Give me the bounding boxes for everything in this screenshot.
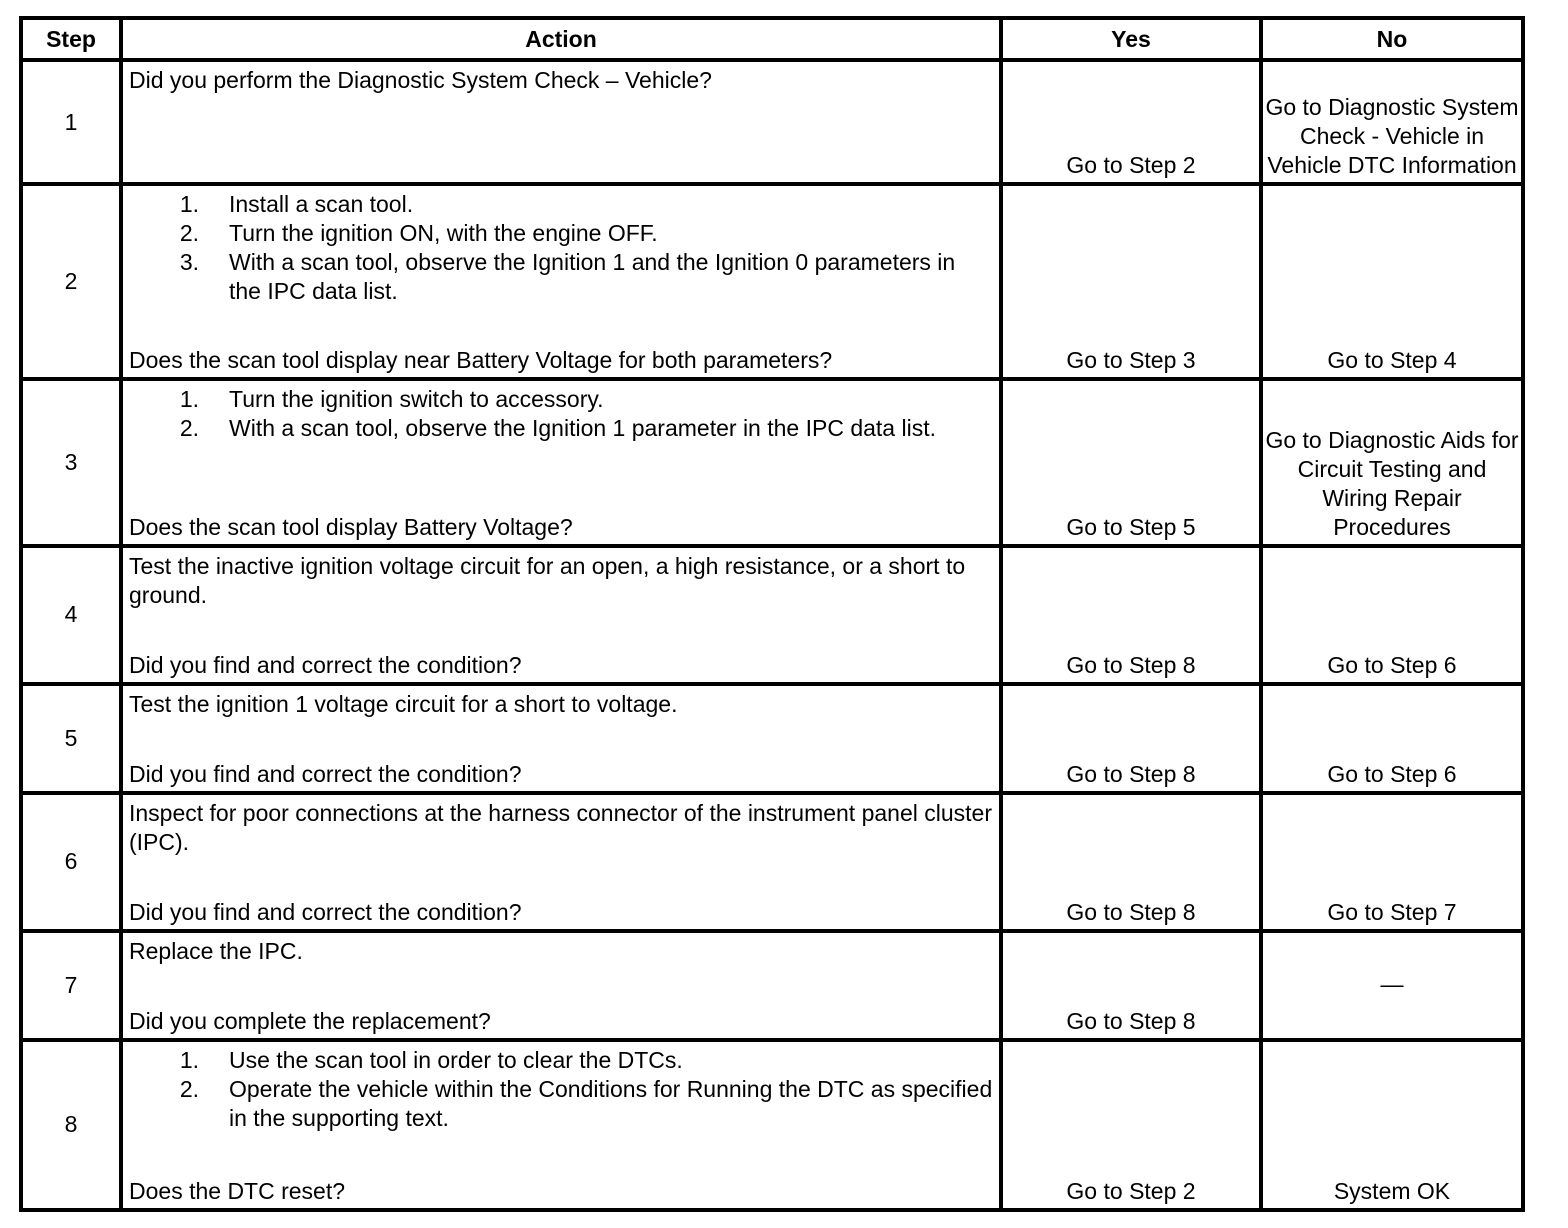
no-cell: Go to Diagnostic Aids for Circuit Testing and Wiring Repair Procedures	[1261, 379, 1523, 546]
list-number: 1.	[179, 386, 199, 413]
no-cell: Go to Diagnostic System Check - Vehicle in Vehicle DTC Information	[1261, 60, 1523, 184]
action-question: Did you find and correct the condition?	[129, 898, 522, 925]
no-cell: Go to Step 6	[1261, 546, 1523, 683]
list-number: 1.	[179, 191, 199, 218]
action-intro: Did you perform the Diagnostic System Check – Vehicle?	[129, 67, 712, 93]
yes-cell: Go to Step 2	[1001, 60, 1261, 184]
step-number: 1	[21, 60, 121, 184]
list-number: 2.	[179, 415, 199, 442]
action-cell	[121, 684, 1001, 793]
table-row	[21, 60, 1523, 184]
action-question: Did you find and correct the condition?	[129, 651, 522, 678]
table-row	[21, 546, 1523, 683]
action-cell	[121, 931, 1001, 1040]
list-item	[129, 248, 993, 306]
list-number: 3.	[179, 249, 199, 276]
diagnostic-table	[19, 16, 1525, 1212]
no-cell: System OK	[1261, 1040, 1523, 1210]
action-cell	[121, 379, 1001, 546]
action-cell	[121, 793, 1001, 931]
yes-cell: Go to Step 2	[1001, 1040, 1261, 1210]
table-row	[21, 379, 1523, 546]
yes-cell: Go to Step 5	[1001, 379, 1261, 546]
table-row	[21, 1040, 1523, 1210]
step-number: 3	[21, 379, 121, 546]
step-number: 4	[21, 546, 121, 683]
step-number: 5	[21, 684, 121, 793]
list-text: With a scan tool, observe the Ignition 1 and the Ignition 0 parameters in the IPC data list.	[229, 249, 956, 305]
header-no: No	[1261, 18, 1523, 60]
yes-cell: Go to Step 8	[1001, 684, 1261, 793]
list-text: Turn the ignition ON, with the engine OFF.	[229, 220, 658, 247]
action-question: Does the scan tool display near Battery Voltage for both parameters?	[129, 347, 833, 374]
list-number: 1.	[179, 1046, 199, 1073]
no-cell: —	[1261, 931, 1523, 1040]
yes-cell: Go to Step 3	[1001, 184, 1261, 379]
step-number: 7	[21, 931, 121, 1040]
list-text: Operate the vehicle within the Conditions for Running the DTC as specified in the supporting text.	[229, 1075, 993, 1131]
action-intro: Replace the IPC.	[129, 937, 303, 964]
list-text: Use the scan tool in order to clear the DTCs.	[229, 1046, 683, 1073]
action-question: Did you find and correct the condition?	[129, 760, 522, 787]
action-question: Does the DTC reset?	[129, 1178, 346, 1204]
list-item	[129, 1075, 993, 1133]
step-number: 2	[21, 184, 121, 379]
header-row	[21, 18, 1523, 60]
list-number: 2.	[179, 1075, 199, 1102]
list-item	[129, 385, 993, 414]
list-text: With a scan tool, observe the Ignition 1 parameter in the IPC data list.	[229, 415, 936, 442]
list-item	[129, 190, 993, 219]
yes-cell: Go to Step 8	[1001, 931, 1261, 1040]
action-cell	[121, 60, 1001, 184]
step-number: 8	[21, 1040, 121, 1210]
list-item	[129, 1046, 993, 1075]
header-step: Step	[21, 18, 121, 60]
table-row	[21, 684, 1523, 793]
table-row	[21, 931, 1523, 1040]
action-intro: Inspect for poor connections at the harness connector of the instrument panel cluster (IPC).	[129, 799, 992, 855]
action-list	[129, 190, 993, 306]
yes-cell: Go to Step 8	[1001, 546, 1261, 683]
no-cell: Go to Step 7	[1261, 793, 1523, 931]
action-question: Did you complete the replacement?	[129, 1007, 491, 1034]
action-intro: Test the ignition 1 voltage circuit for a short to voltage.	[129, 690, 678, 717]
action-question: Does the scan tool display Battery Voltage?	[129, 514, 573, 541]
yes-cell: Go to Step 8	[1001, 793, 1261, 931]
list-item	[129, 219, 993, 248]
list-item	[129, 414, 993, 443]
no-cell: Go to Step 6	[1261, 684, 1523, 793]
action-cell	[121, 546, 1001, 683]
list-text: Install a scan tool.	[229, 191, 414, 218]
action-list	[129, 385, 993, 443]
action-list	[129, 1046, 993, 1133]
table-row	[21, 184, 1523, 379]
action-cell	[121, 1040, 1001, 1210]
action-intro: Test the inactive ignition voltage circuit for an open, a high resistance, or a short to ground.	[129, 553, 966, 609]
list-text: Turn the ignition switch to accessory.	[229, 386, 604, 413]
list-number: 2.	[179, 220, 199, 247]
no-cell: Go to Step 4	[1261, 184, 1523, 379]
header-action: Action	[121, 18, 1001, 60]
action-cell	[121, 184, 1001, 379]
step-number: 6	[21, 793, 121, 931]
header-yes: Yes	[1001, 18, 1261, 60]
table-row	[21, 793, 1523, 931]
